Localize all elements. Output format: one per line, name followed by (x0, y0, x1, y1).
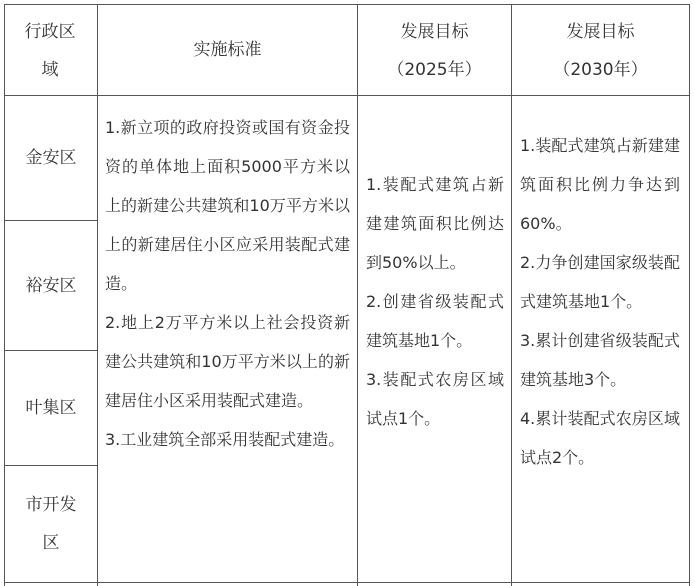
header-goal-2025-title: 发展目标 (400, 22, 469, 42)
standard-item: 3.工业建筑全部采用装配式建造。 (105, 430, 345, 449)
header-goal-2030-year: （2030年） (553, 60, 648, 80)
goal-2025-item: 1.装配式建筑占新建建筑面积比例达到50%以上。 (366, 175, 504, 272)
header-divider (4, 95, 690, 96)
region-name: 叶集区 (25, 398, 77, 418)
header-goal-2025 (358, 8, 511, 94)
goal-2030-item: 2.力争创建国家级装配式建筑基地1个。 (520, 253, 680, 311)
region-name: 金安区 (25, 148, 77, 168)
table-border-right (689, 4, 690, 586)
region-cell (5, 96, 97, 220)
region-name: 裕安区 (25, 275, 77, 296)
header-goal-2030 (512, 8, 689, 94)
region-name: 市开发区 (25, 495, 77, 553)
header-region-label: 行政区域 (24, 22, 76, 80)
goal-2030-item: 1.装配式建筑占新建建筑面积比例力争达到60%。 (520, 136, 680, 233)
table-border-bottom (4, 582, 690, 583)
header-region (10, 8, 90, 94)
region-cell (5, 466, 97, 582)
goal-2030-item: 4.累计装配式农房区域试点2个。 (520, 409, 680, 467)
standard-cell (105, 108, 350, 459)
region-cell (5, 351, 97, 465)
region-cell (5, 221, 97, 350)
goal-2025-item: 3.装配式农房区域试点1个。 (366, 370, 504, 428)
header-goal-2025-year: （2025年） (387, 60, 482, 80)
goal-2025-cell (366, 165, 504, 438)
header-standard-label: 实施标准 (193, 39, 262, 60)
goal-2025-item: 2.创建省级装配式建筑基地1个。 (366, 292, 504, 350)
goal-2030-item: 3.累计创建省级装配式建筑基地3个。 (520, 331, 680, 389)
goal-2030-cell (520, 126, 680, 477)
standard-item: 1.新立项的政府投资或国有资金投资的单体地上面积5000平方米以上的新建公共建筑和10万平方米以上的新建居住小区应采用装配式建造。 (105, 118, 350, 293)
header-goal-2030-title: 发展目标 (566, 22, 635, 42)
standard-item: 2.地上2万平方米以上社会投资新建公共建筑和10万平方米以上的新建居住小区采用装配式建造。 (105, 313, 350, 410)
header-standard (98, 4, 357, 95)
